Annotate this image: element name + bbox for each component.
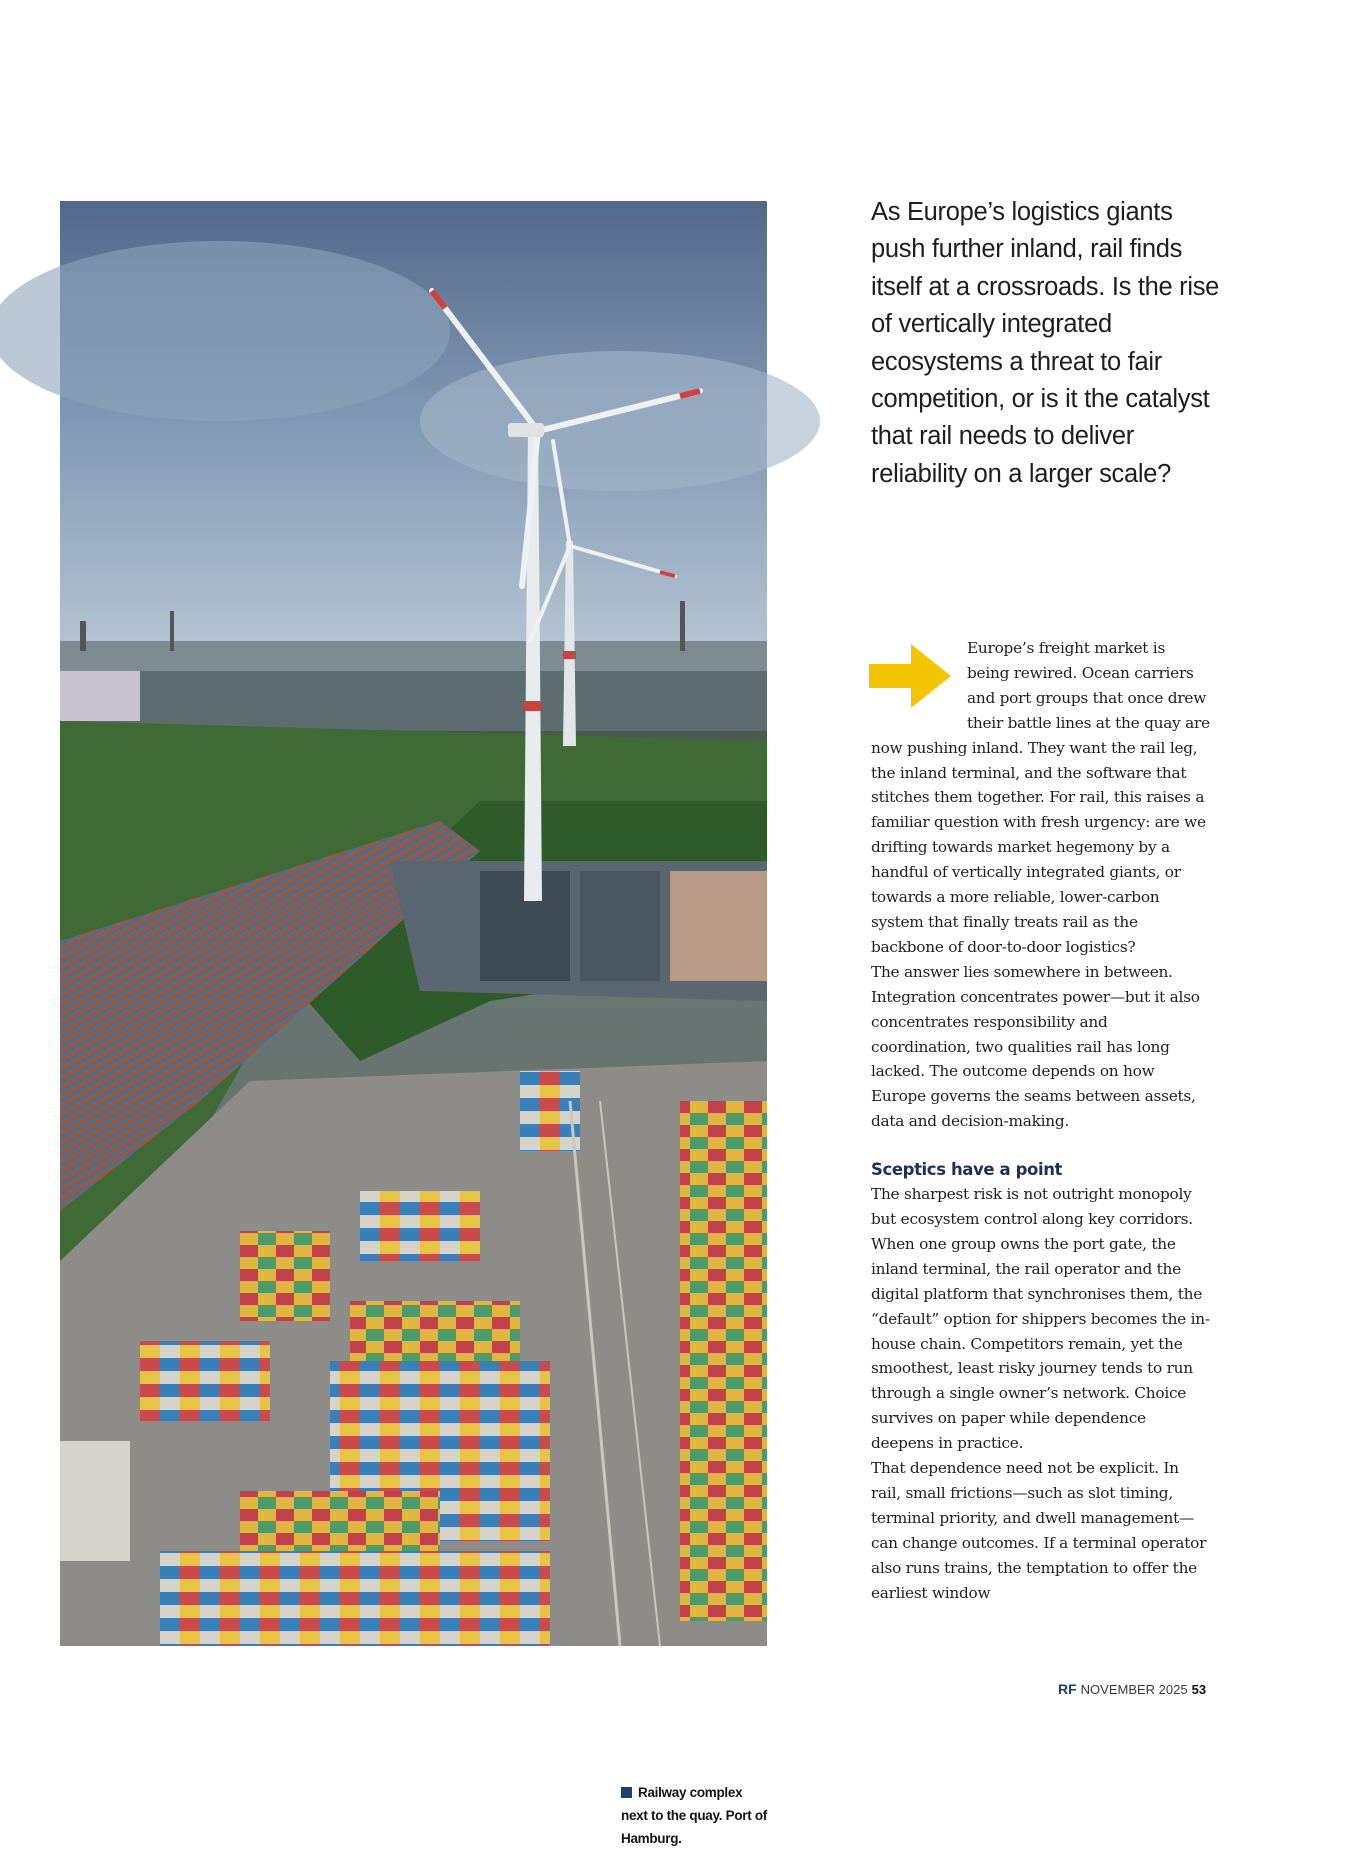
body-paragraph-3: The sharpest risk is not outright monopoly but ecosystem control along key corridors. When one group owns the port gate, the inland terminal, the rail operator and the digital platform that synchronises them, the “default” option for shippers becomes the in-house chain. Competitors remain, yet the smoothest, least risky journey tends to run through a single owner’s network. Choice survives on paper while dependence deepens in practice.: [871, 1185, 1210, 1453]
issue-date: NOVEMBER 2025: [1080, 1682, 1188, 1697]
body-paragraph-2: The answer lies somewhere in between. Integration concentrates power—but it also concentrates responsibility and coordination, two qualities rail has long lacked. The outcome depends on how Europe governs the seams between assets, data and decision-making.: [871, 962, 1200, 1131]
standfirst: As Europe’s logistics giants push further inland, rail finds itself at a crossroads. Is the rise of vertically integrated ecosystems a threat to fair competition, or is it the catalyst that rail needs to deliver reliability on a larger scale?: [871, 198, 1220, 488]
caption-text: Railway complex next to the quay. Port of Hamburg.: [621, 1785, 768, 1846]
page-number: 53: [1191, 1682, 1207, 1697]
magazine-logo: RF: [1058, 1681, 1077, 1697]
arrow-right-icon: [865, 640, 955, 712]
intro-paragraph: Europe’s freight market is being rewired. Ocean carriers and port groups that once drew their battle lines at the quay are now pushing inland. They want the rail leg, the inland terminal, and the software that stitches them together. For rail, this raises a familiar question with fresh urgency: are we drifting towards market hegemony by a handful of vertically integrated giants, or towards a more reliable, lower-carbon system that finally treats rail as the backbone of door-to-door logistics?: [871, 639, 1210, 956]
hero-photo: [60, 201, 768, 1846]
subhead: Sceptics have a point: [871, 1160, 1063, 1180]
photo-caption: [607, 1759, 767, 1847]
body-paragraph-4: That dependence need not be explicit. In rail, small frictions—such as slot timing, terminal priority, and dwell management—can change outcomes. If a terminal operator also runs trains, the temptation to offer the earliest window: [871, 1459, 1207, 1602]
page-footer: [1058, 1681, 1208, 1697]
caption-marker-icon: [621, 1787, 632, 1798]
port-photo-illustration: [60, 201, 767, 1646]
article-body: [871, 636, 1211, 1606]
